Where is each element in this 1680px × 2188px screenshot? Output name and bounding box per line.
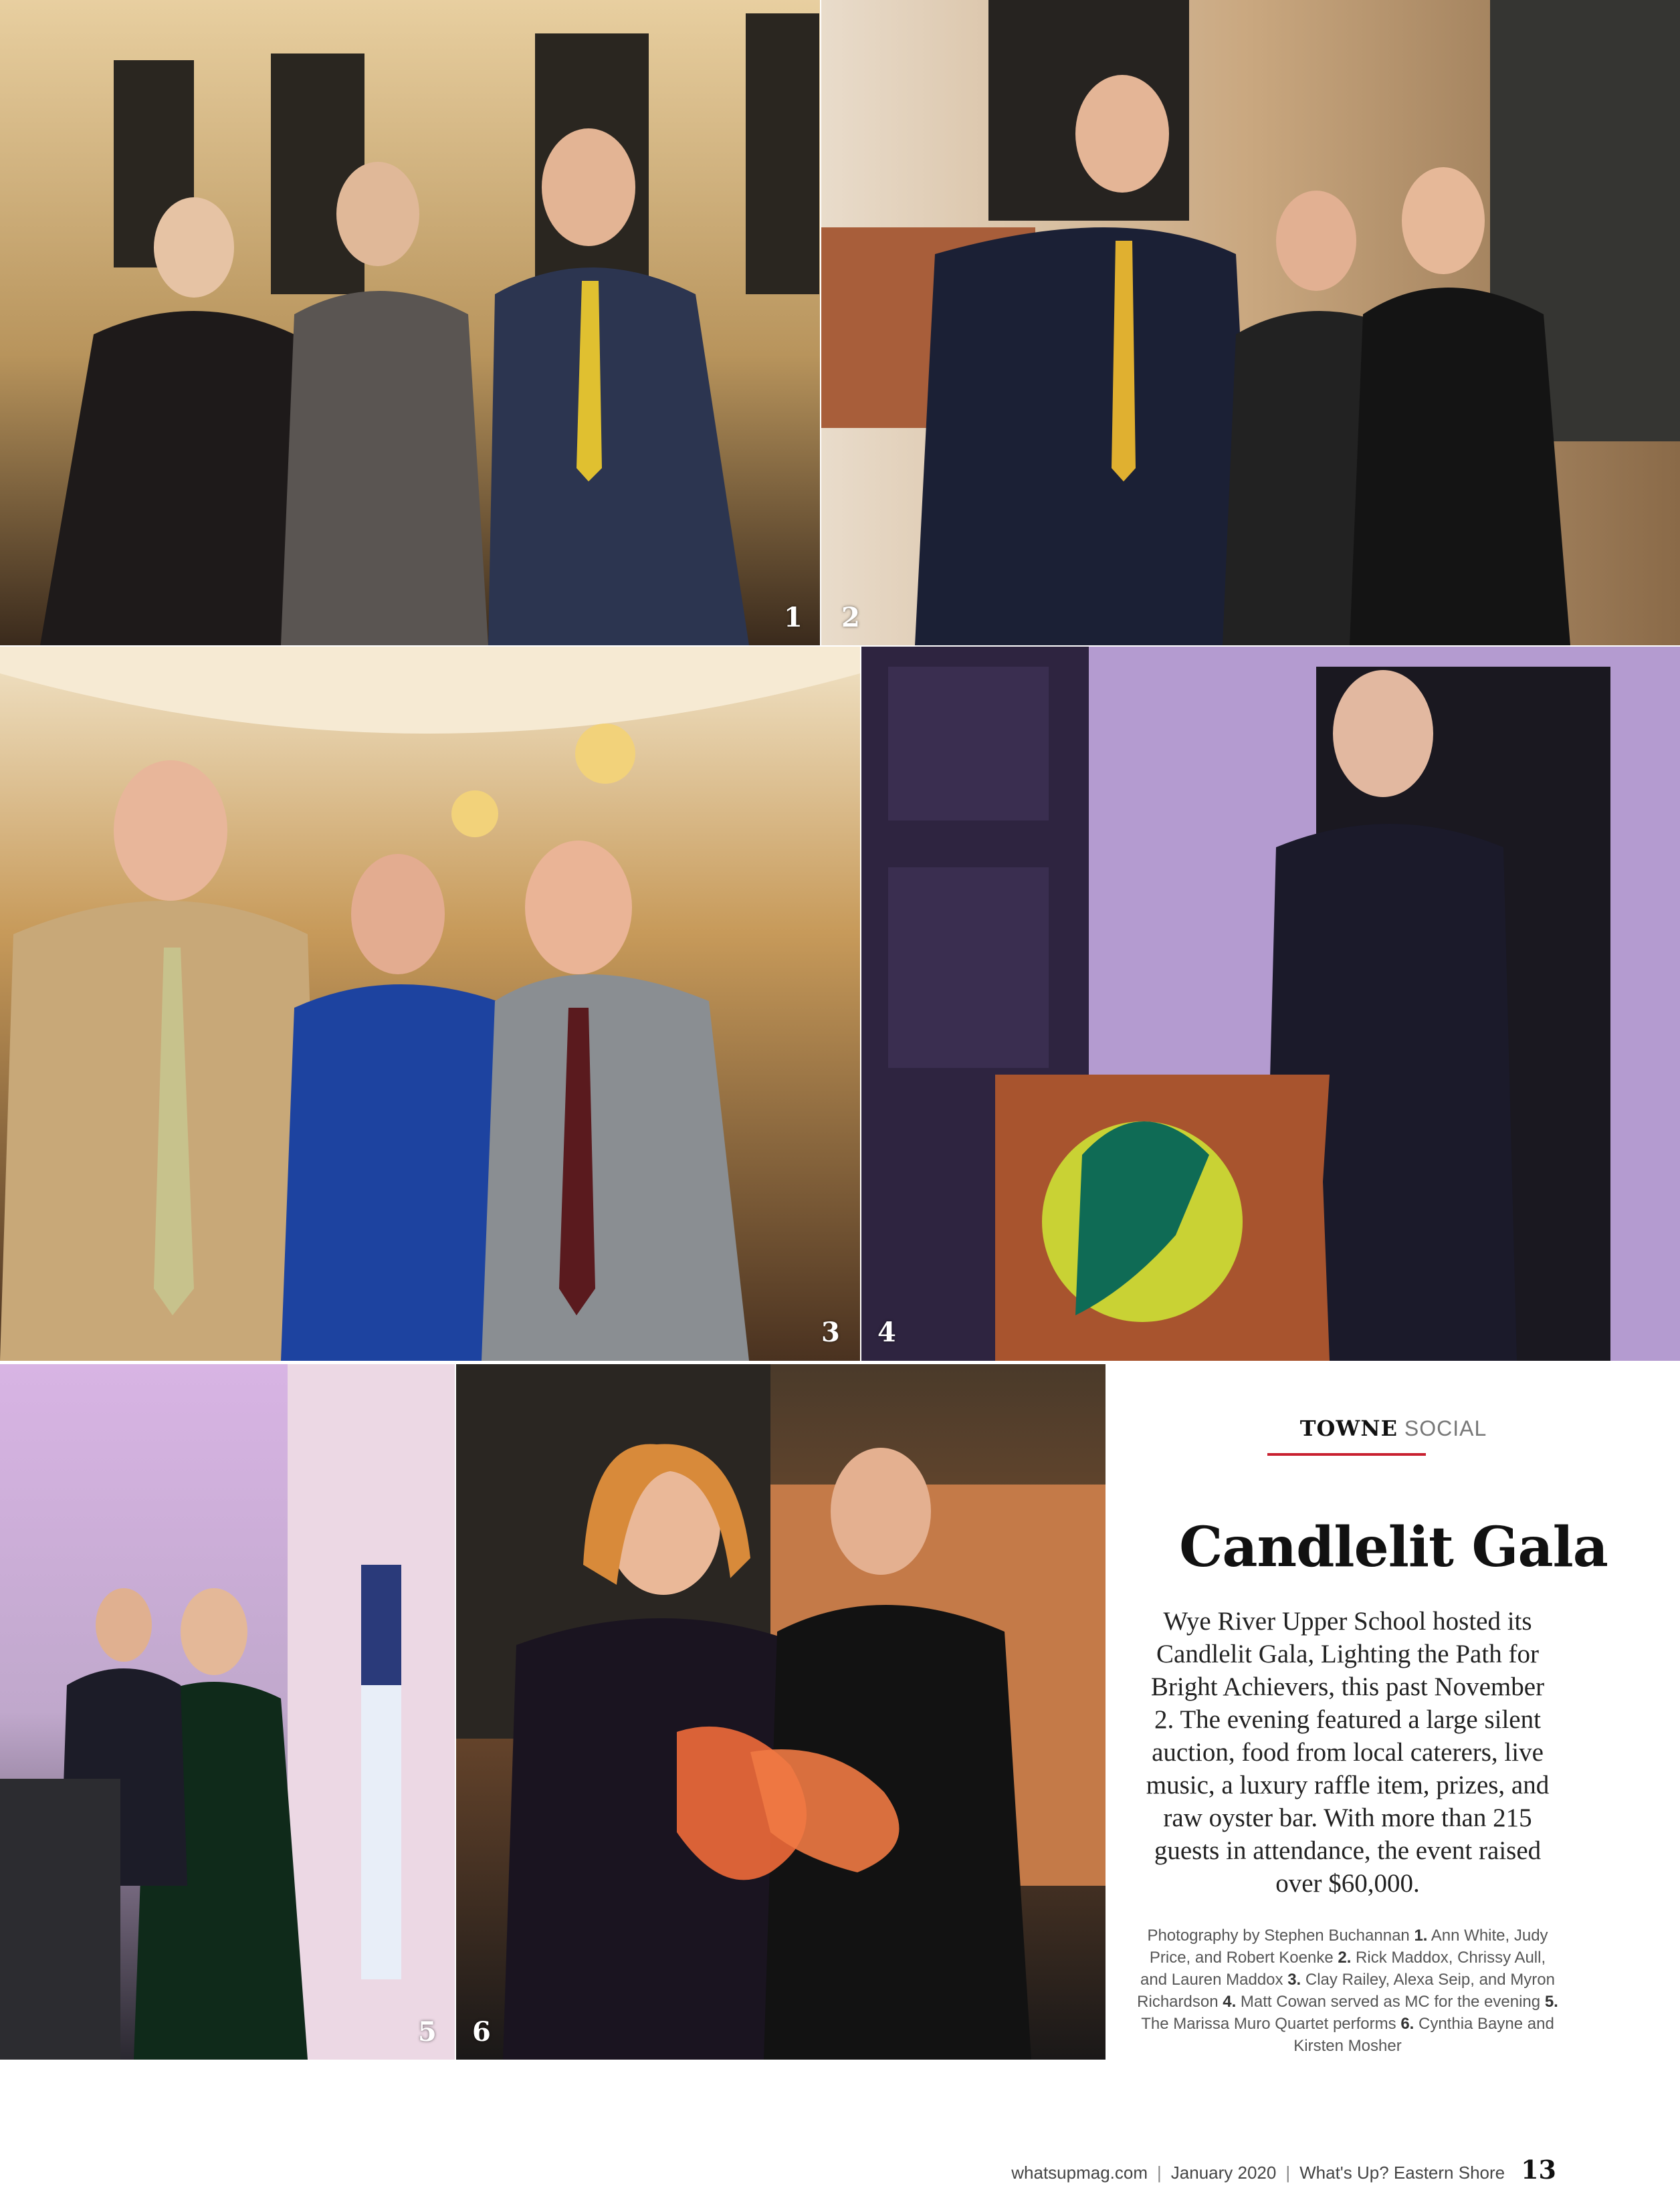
photo-number: 5 <box>418 2016 437 2048</box>
caption-number: 6. <box>1400 2015 1414 2033</box>
page-footer <box>1011 2155 1556 2188</box>
section-label <box>1107 1416 1680 1441</box>
photo-6 <box>456 1364 1106 2060</box>
photo-number: 1 <box>784 602 803 633</box>
caption-text: The Marissa Muro Quartet performs <box>1141 2015 1396 2033</box>
caption-number: 2. <box>1338 1949 1352 1967</box>
section-label-light: SOCIAL <box>1404 1416 1487 1440</box>
caption-text: Cynthia Bayne and Kirsten Mosher <box>1293 2015 1554 2055</box>
photo-4 <box>861 647 1680 1361</box>
article-body: Wye River Upper School hosted its Candlelit Gala, Lighting the Path for Bright Achievers, this past November 2. The evening featured a large silent auction, food from local caterers, live music, a luxury raffle item, prizes, and raw oyster bar. With more than 215 guests in attendance, the event raised over $60,000. <box>1146 1607 1550 1898</box>
credit-intro: Photography by Stephen Buchannan <box>1147 1927 1410 1945</box>
caption-text: Clay Railey, Alexa Seip, and Myron Richardson <box>1137 1971 1555 2011</box>
caption-number: 1. <box>1414 1927 1428 1945</box>
caption-text: Rick Maddox, Chrissy Aull, and Lauren Maddox <box>1140 1949 1546 1989</box>
photo-5 <box>0 1364 455 2060</box>
caption-number: 3. <box>1287 1971 1301 1989</box>
article-panel <box>1107 1364 1680 2060</box>
caption-text: Ann White, Judy Price, and Robert Koenke <box>1149 1927 1548 1967</box>
photo-3 <box>0 647 860 1361</box>
page-number: 13 <box>1521 2155 1556 2185</box>
caption-text: Matt Cowan served as MC for the evening <box>1240 1993 1541 2011</box>
photo-1 <box>0 0 820 645</box>
footer-separator: | <box>1285 2163 1291 2183</box>
article-title: Candlelit Gala <box>1179 1515 1608 1579</box>
caption-number: 4. <box>1223 1993 1237 2011</box>
photo-number: 6 <box>472 2016 491 2048</box>
photo-2 <box>821 0 1680 645</box>
footer-separator: | <box>1157 2163 1162 2183</box>
section-label-bold: TOWNE <box>1299 1416 1398 1441</box>
footer-issue: January 2020 <box>1170 2163 1277 2183</box>
photo-credits <box>1137 1925 1558 2057</box>
photo-number: 4 <box>877 1317 896 1348</box>
footer-site-link[interactable]: whatsupmag.com <box>1011 2163 1148 2183</box>
photo-number: 3 <box>821 1317 840 1348</box>
photo-number: 2 <box>841 602 860 633</box>
footer-publication: What's Up? Eastern Shore <box>1299 2163 1505 2183</box>
caption-number: 5. <box>1544 1993 1558 2011</box>
section-rule <box>1267 1453 1426 1456</box>
